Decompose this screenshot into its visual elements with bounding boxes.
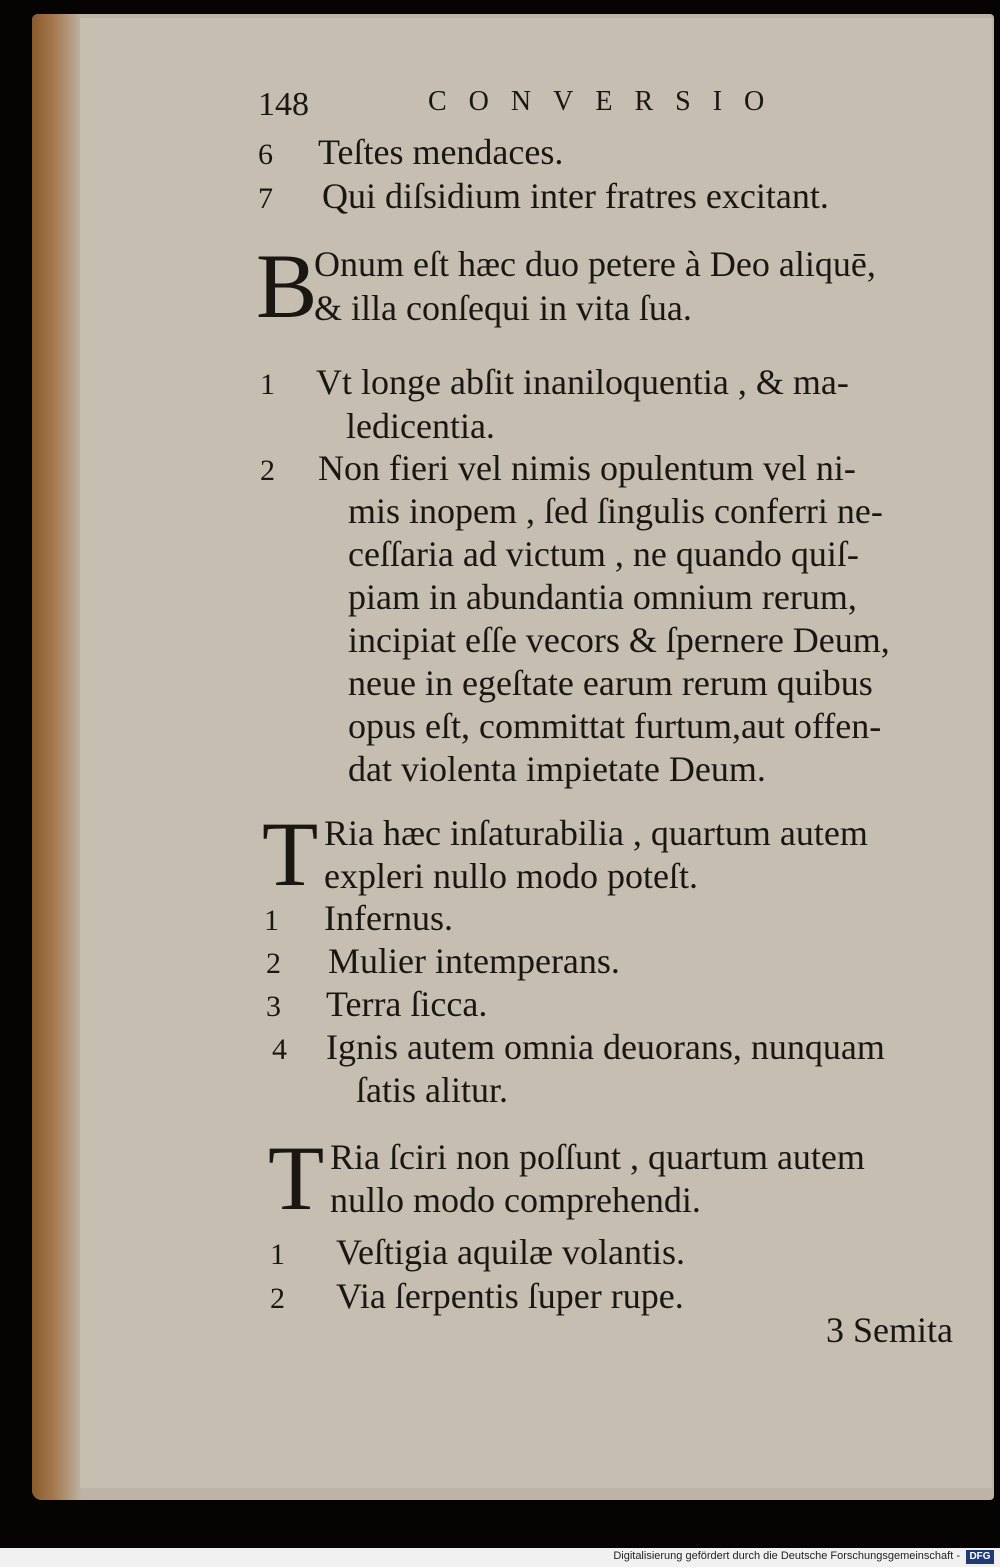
- running-title: CONVERSIO: [428, 86, 787, 117]
- list-item-line: ceſſaria ad victum , ne quando quiſ-: [348, 534, 859, 574]
- list-item-num: 2: [270, 1282, 285, 1315]
- list-item-line: opus eſt, committat furtum,aut offen-: [348, 706, 882, 746]
- list-item-line: Veſtigia aquilæ volantis.: [336, 1232, 685, 1272]
- para-line: expleri nullo modo poteſt.: [324, 856, 698, 896]
- para-line: & illa conſequi in vita ſua.: [314, 288, 692, 328]
- para-line: nullo modo comprehendi.: [330, 1180, 701, 1220]
- list-item-num: 1: [260, 368, 275, 401]
- list-item-line: Vt longe abſit inaniloquentia , & ma-: [316, 362, 849, 402]
- list-item-line: ſatis alitur.: [356, 1070, 508, 1110]
- list-top-text: Teſtes mendaces.: [318, 132, 564, 172]
- list-item-line: Non fieri vel nimis opulentum vel ni-: [318, 448, 856, 488]
- drop-cap: T: [268, 1127, 325, 1229]
- drop-cap: B: [256, 235, 318, 337]
- list-item-num: 2: [260, 454, 275, 487]
- page-number: 148: [258, 86, 309, 123]
- para-line: Ria ſciri non poſſunt , quartum autem: [330, 1137, 865, 1177]
- footer-credit: Digitalisierung gefördert durch die Deutsche Forschungsgemeinschaft -: [613, 1550, 960, 1562]
- list-item-line: neue in egeſtate earum rerum quibus: [348, 663, 873, 703]
- list-item-line: piam in abundantia omnium rerum,: [348, 577, 857, 617]
- list-item-num: 1: [264, 904, 279, 937]
- spine-edge: [32, 14, 82, 1500]
- list-item-num: 3: [266, 990, 281, 1023]
- list-top-text: Qui diſsidium inter fratres excitant.: [322, 176, 829, 216]
- drop-cap: T: [262, 803, 319, 905]
- list-item-num: 2: [266, 947, 281, 980]
- list-item-line: Mulier intemperans.: [328, 941, 620, 981]
- para-line: Ria hæc inſaturabilia , quartum autem: [324, 813, 868, 853]
- list-item-line: Via ſerpentis ſuper rupe.: [336, 1276, 684, 1316]
- list-item-line: Infernus.: [324, 898, 453, 938]
- list-item-line: ledicentia.: [346, 406, 495, 446]
- catchword: 3 Semita: [826, 1310, 953, 1350]
- list-item-line: mis inopem , ſed ſingulis conferri ne-: [348, 491, 883, 531]
- list-top-num: 7: [258, 182, 273, 215]
- list-item-num: 1: [270, 1238, 285, 1271]
- list-item-num: 4: [272, 1033, 287, 1066]
- list-top-num: 6: [258, 138, 273, 171]
- para-line: Onum eſt hæc duo petere à Deo aliquē,: [314, 244, 876, 284]
- list-item-line: Ignis autem omnia deuorans, nunquam: [326, 1027, 885, 1067]
- list-item-line: Terra ſicca.: [326, 984, 488, 1024]
- list-item-line: dat violenta impietate Deum.: [348, 749, 766, 789]
- dfg-logo[interactable]: DFG: [966, 1550, 994, 1564]
- list-item-line: incipiat eſſe vecors & ſpernere Deum,: [348, 620, 890, 660]
